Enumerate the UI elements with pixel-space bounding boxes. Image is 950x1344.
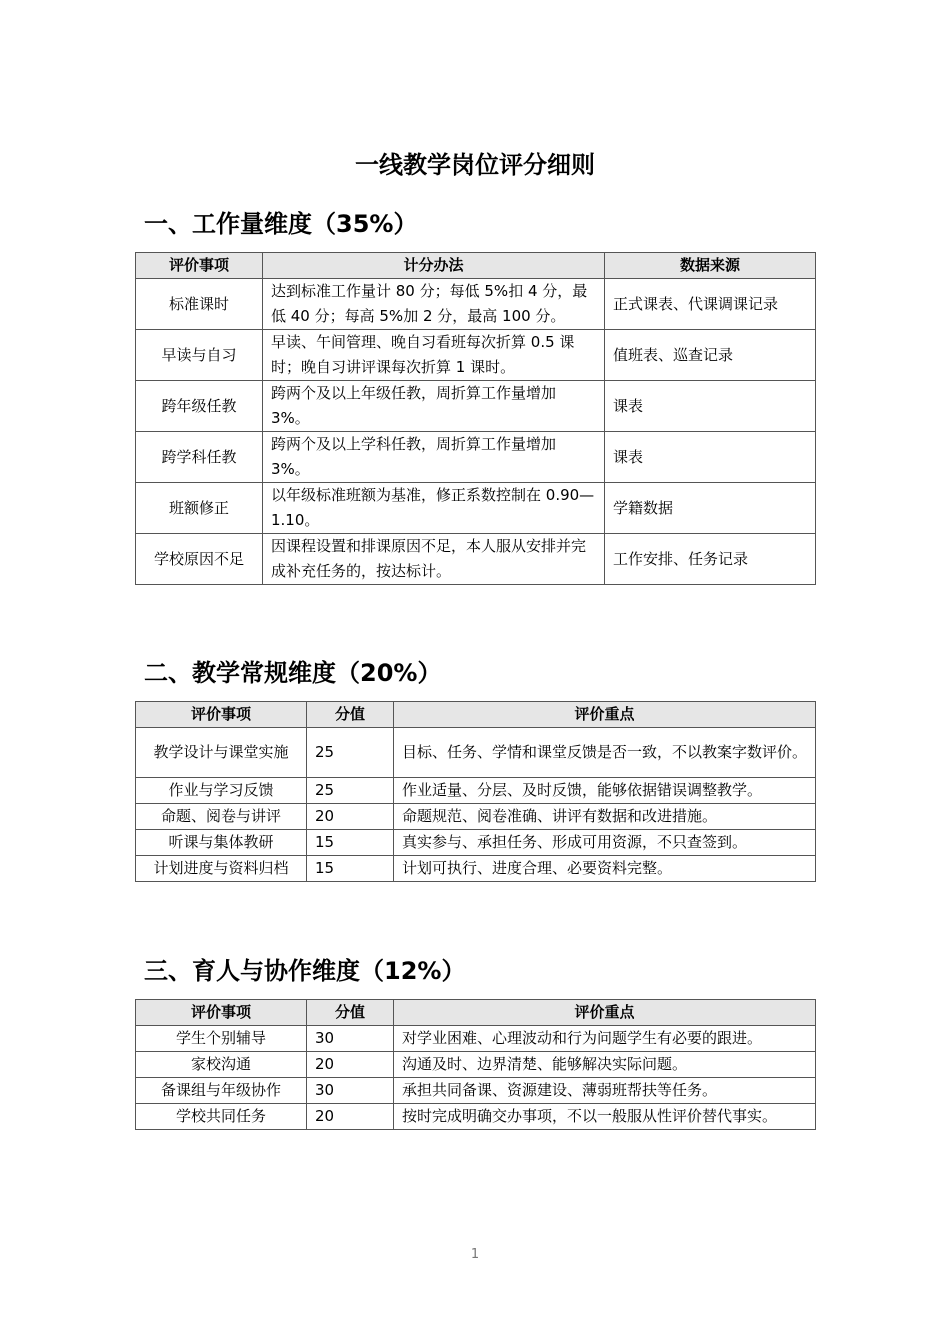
table-row [136, 381, 816, 432]
column-header: 评价重点 [394, 1000, 816, 1026]
section-heading-workload: 一、工作量维度（35%） [144, 210, 418, 238]
table-row [136, 534, 816, 585]
page-title: 一线教学岗位评分细则 [355, 151, 595, 179]
teaching-routine-table [135, 701, 816, 882]
focus-cell: 命题规范、阅卷准确、讲评有数据和改进措施。 [394, 804, 816, 830]
table-row [136, 1078, 816, 1104]
source-cell: 值班表、巡查记录 [605, 330, 816, 381]
focus-cell: 真实参与、承担任务、形成可用资源，不只查签到。 [394, 830, 816, 856]
focus-cell: 按时完成明确交办事项，不以一般服从性评价替代事实。 [394, 1104, 816, 1130]
focus-cell: 计划可执行、进度合理、必要资料完整。 [394, 856, 816, 882]
item-cell: 跨年级任教 [136, 381, 263, 432]
score-cell: 25 [307, 728, 394, 778]
table-header-row [136, 702, 816, 728]
education-collaboration-table [135, 999, 816, 1130]
focus-cell: 对学业困难、心理波动和行为问题学生有必要的跟进。 [394, 1026, 816, 1052]
column-header: 分值 [307, 1000, 394, 1026]
item-cell: 学生个别辅导 [136, 1026, 307, 1052]
score-cell: 25 [307, 778, 394, 804]
table-row [136, 1052, 816, 1078]
table-row [136, 728, 816, 778]
table-row [136, 1104, 816, 1130]
method-cell: 跨两个及以上年级任教，周折算工作量增加 3%。 [263, 381, 605, 432]
focus-cell: 作业适量、分层、及时反馈，能够依据错误调整教学。 [394, 778, 816, 804]
score-cell: 15 [307, 856, 394, 882]
source-cell: 正式课表、代课调课记录 [605, 279, 816, 330]
item-cell: 教学设计与课堂实施 [136, 728, 307, 778]
page-number: 1 [470, 1247, 480, 1262]
focus-cell: 目标、任务、学情和课堂反馈是否一致，不以教案字数评价。 [394, 728, 816, 778]
table-row [136, 778, 816, 804]
column-header: 评价事项 [136, 702, 307, 728]
table-row [136, 830, 816, 856]
column-header: 评价重点 [394, 702, 816, 728]
focus-cell: 沟通及时、边界清楚、能够解决实际问题。 [394, 1052, 816, 1078]
score-cell: 20 [307, 1104, 394, 1130]
table-row [136, 856, 816, 882]
method-cell: 早读、午间管理、晚自习看班每次折算 0.5 课时；晚自习讲评课每次折算 1 课时。 [263, 330, 605, 381]
table-row [136, 432, 816, 483]
method-cell: 因课程设置和排课原因不足，本人服从安排并完成补充任务的，按达标计。 [263, 534, 605, 585]
column-header: 评价事项 [136, 253, 263, 279]
table-row [136, 1026, 816, 1052]
item-cell: 学校原因不足 [136, 534, 263, 585]
section-heading-teaching-routine: 二、教学常规维度（20%） [144, 659, 442, 687]
table-row [136, 483, 816, 534]
column-header: 分值 [307, 702, 394, 728]
item-cell: 跨学科任教 [136, 432, 263, 483]
table-header-row [136, 253, 816, 279]
table-row [136, 279, 816, 330]
item-cell: 标准课时 [136, 279, 263, 330]
column-header: 评价事项 [136, 1000, 307, 1026]
workload-table [135, 252, 816, 585]
item-cell: 班额修正 [136, 483, 263, 534]
item-cell: 计划进度与资料归档 [136, 856, 307, 882]
table-row [136, 330, 816, 381]
item-cell: 家校沟通 [136, 1052, 307, 1078]
item-cell: 早读与自习 [136, 330, 263, 381]
score-cell: 30 [307, 1078, 394, 1104]
score-cell: 20 [307, 804, 394, 830]
source-cell: 课表 [605, 381, 816, 432]
table-row [136, 804, 816, 830]
section-heading-education-collaboration: 三、育人与协作维度（12%） [144, 957, 466, 985]
score-cell: 30 [307, 1026, 394, 1052]
method-cell: 跨两个及以上学科任教，周折算工作量增加 3%。 [263, 432, 605, 483]
item-cell: 作业与学习反馈 [136, 778, 307, 804]
item-cell: 命题、阅卷与讲评 [136, 804, 307, 830]
score-cell: 15 [307, 830, 394, 856]
method-cell: 以年级标准班额为基准，修正系数控制在 0.90—1.10。 [263, 483, 605, 534]
focus-cell: 承担共同备课、资源建设、薄弱班帮扶等任务。 [394, 1078, 816, 1104]
score-cell: 20 [307, 1052, 394, 1078]
column-header: 计分办法 [263, 253, 605, 279]
source-cell: 学籍数据 [605, 483, 816, 534]
item-cell: 备课组与年级协作 [136, 1078, 307, 1104]
column-header: 数据来源 [605, 253, 816, 279]
source-cell: 工作安排、任务记录 [605, 534, 816, 585]
source-cell: 课表 [605, 432, 816, 483]
table-header-row [136, 1000, 816, 1026]
method-cell: 达到标准工作量计 80 分；每低 5%扣 4 分，最低 40 分；每高 5%加 2 分，最高 100 分。 [263, 279, 605, 330]
item-cell: 听课与集体教研 [136, 830, 307, 856]
item-cell: 学校共同任务 [136, 1104, 307, 1130]
